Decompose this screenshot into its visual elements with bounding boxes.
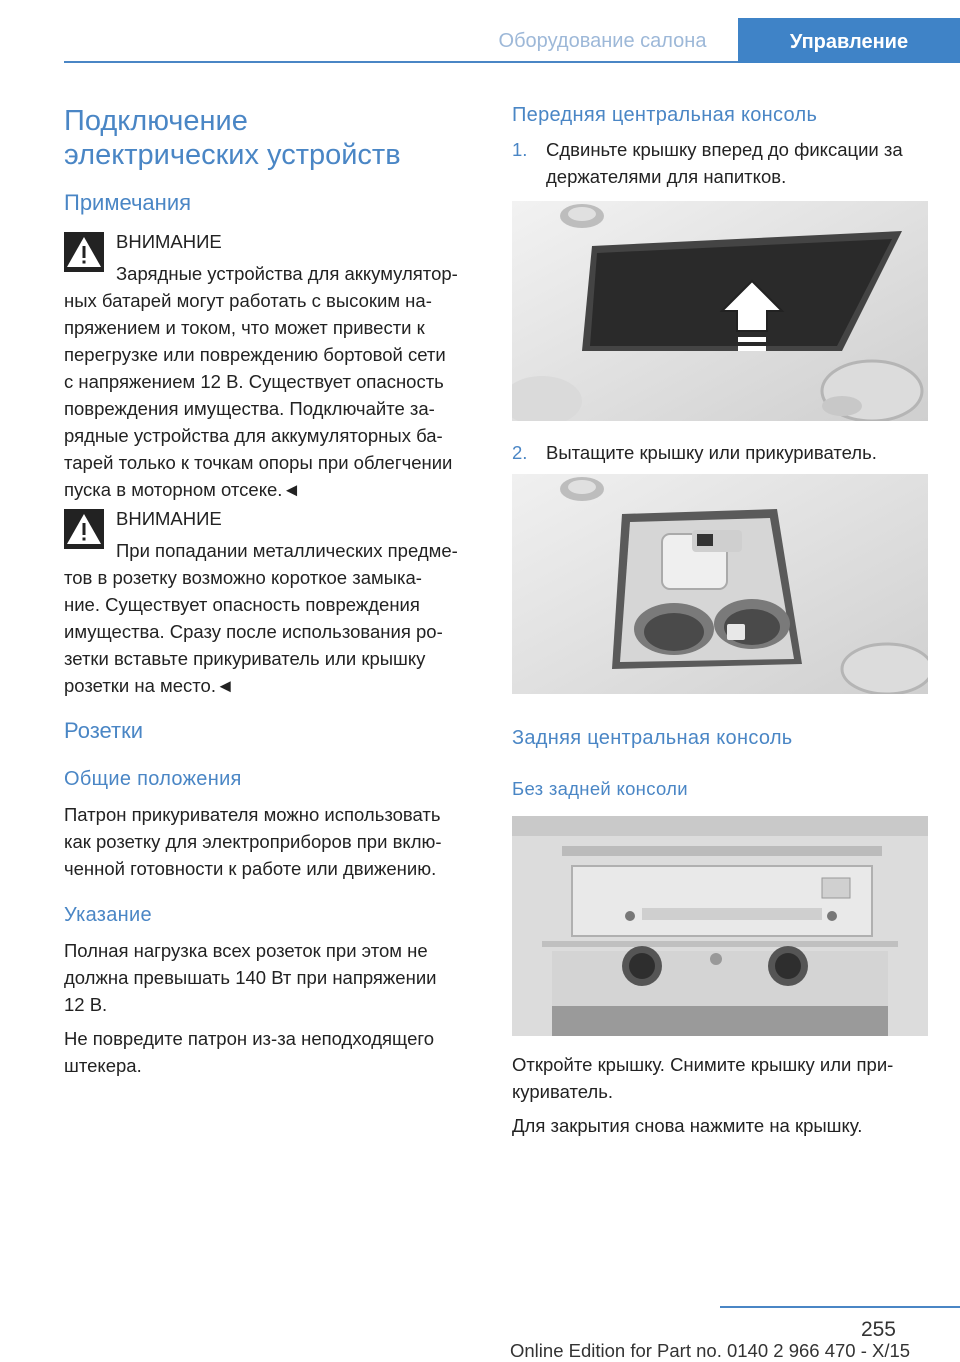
console-cover-image: [512, 201, 928, 421]
header-tab[interactable]: Управление: [738, 18, 960, 63]
warning1-label: ВНИМАНИЕ: [116, 231, 222, 252]
general-heading: Общие положения: [64, 768, 242, 790]
note-line: Полная нагрузка всех розеток при этом не: [64, 940, 428, 961]
warning2-line: розетки на место.◄: [64, 675, 235, 696]
warning1-line: ных батарей могут работать с высоким на‐: [64, 290, 432, 311]
page-title: Подключение электрических устройств: [64, 105, 401, 171]
front-console-heading: Передняя центральная консоль: [512, 104, 818, 126]
general-line: ченной готовности к работе или движению.: [64, 858, 437, 879]
edition-text: Online Edition for Part no. 0140 2 966 470 - X/15: [510, 1340, 911, 1361]
step2-line: Вытащите крышку или прикуриватель.: [546, 442, 877, 463]
warning2-line: ние. Существует опасность повреждения: [64, 594, 420, 615]
warning2-line: тов в розетку возможно короткое замыка‐: [64, 567, 422, 588]
close-line: Для закрытия снова нажмите на крышку.: [512, 1115, 863, 1136]
warning-icon: [64, 509, 104, 549]
warning1-line: рядные устройства для аккумуляторных ба‐: [64, 425, 443, 446]
warning2-label: ВНИМАНИЕ: [116, 508, 222, 529]
open-line: куриватель.: [512, 1081, 613, 1102]
no-rear-console-heading: Без задней консоли: [512, 778, 688, 799]
step-number: 2.: [512, 442, 528, 463]
open-line: Откройте крышку. Снимите крышку или при‐: [512, 1054, 894, 1075]
header-section: Оборудование салона: [498, 30, 707, 52]
warning2-line: зетки вставьте прикуриватель или крышку: [64, 648, 426, 669]
warning1-line: Зарядные устройства для аккумулятор‐: [116, 263, 458, 284]
warning1-line: с напряжением 12 В. Существует опасность: [64, 371, 444, 392]
note-line: должна превышать 140 Вт при напряжении: [64, 967, 437, 988]
rear-console-heading: Задняя центральная консоль: [512, 727, 793, 749]
warning1-line: перегрузке или повреждению бортовой сети: [64, 344, 446, 365]
general-line: Патрон прикуривателя можно использовать: [64, 804, 441, 825]
warning-icon: [64, 232, 104, 272]
note-line: 12 В.: [64, 994, 108, 1015]
sockets-heading: Розетки: [64, 718, 144, 743]
warning1-line: пуска в моторном отсеке.◄: [64, 479, 301, 500]
page-number: 255: [860, 1318, 896, 1341]
cupholder-image: [512, 474, 928, 694]
general-line: как розетку для электроприборов при вклю‐: [64, 831, 442, 852]
warning2-line: имущества. Сразу после использования ро‐: [64, 621, 443, 642]
warning1-line: пряжением и током, что может привести к: [64, 317, 425, 338]
notes-heading: Примечания: [64, 190, 192, 215]
note-line: Не повредите патрон из-за неподходящего: [64, 1028, 434, 1049]
rear-sockets-image: [512, 816, 928, 1036]
step1-line: Сдвиньте крышку вперед до фиксации за: [546, 139, 903, 160]
step1-line: держателями для напитков.: [546, 166, 787, 187]
warning2-line: При попадании металлических предме‐: [116, 540, 458, 561]
note-heading: Указание: [64, 904, 152, 926]
warning1-line: тарей только к точкам опоры при облегчении: [64, 452, 453, 473]
footer-rule: [720, 1306, 960, 1308]
warning1-line: повреждения имущества. Подключайте за‐: [64, 398, 435, 419]
note-line: штекера.: [64, 1055, 142, 1076]
step-number: 1.: [512, 139, 528, 160]
